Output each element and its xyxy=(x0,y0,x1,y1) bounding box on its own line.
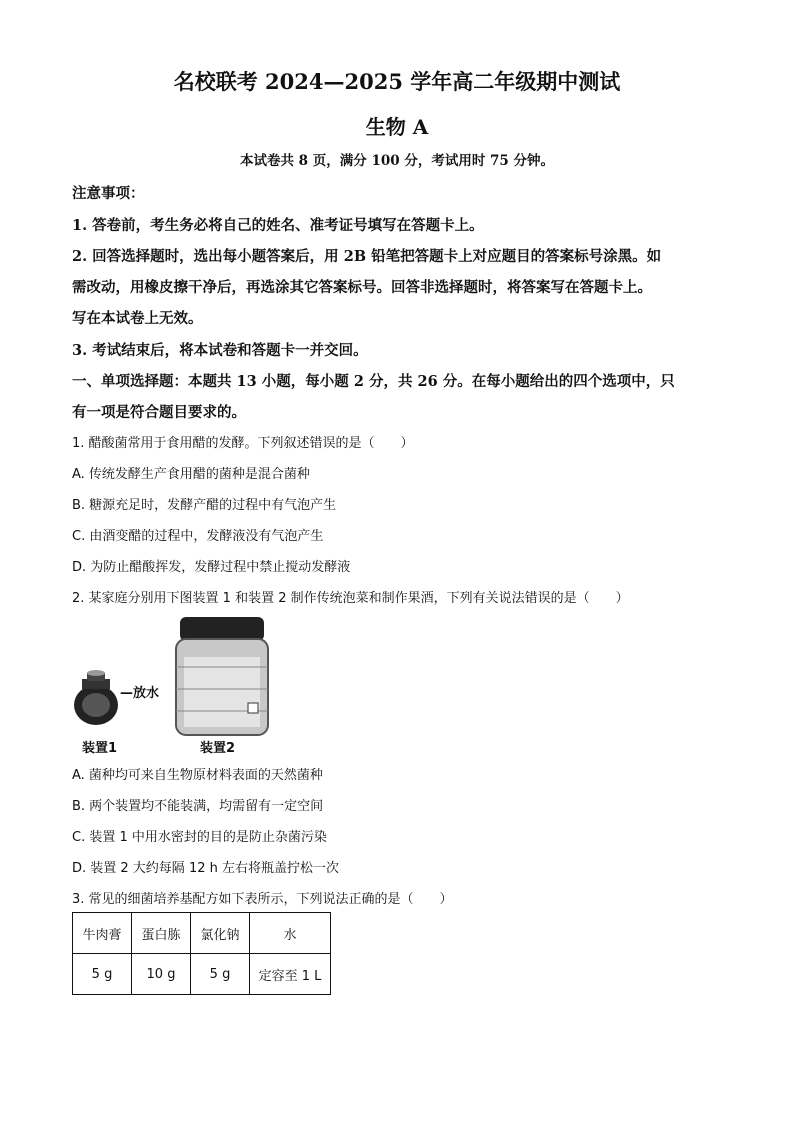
table-cell: 5 g xyxy=(73,954,132,995)
exam-title: 名校联考 2024—2025 学年高二年级期中测试 xyxy=(173,69,621,94)
question-3-stem: 3. 常见的细菌培养基配方如下表所示，下列说法正确的是（ ） xyxy=(72,892,453,907)
question-1-option-b: B. 糖源充足时，发酵产醋的过程中有气泡产生 xyxy=(72,498,337,513)
table-row xyxy=(73,954,331,995)
notice-heading: 注意事项： xyxy=(72,185,145,202)
device-1-label: 装置1 xyxy=(82,741,118,756)
question-2-option-a: A. 菌种均可来自生物原材料表面的天然菌种 xyxy=(72,768,323,783)
question-2-stem: 2. 某家庭分别用下图装置 1 和装置 2 制作传统泡菜和制作果酒，下列有关说法错误的是（ ） xyxy=(72,591,629,606)
question-2-option-b: B. 两个装置均不能装满，均需留有一定空间 xyxy=(72,799,324,814)
table-cell: 5 g xyxy=(191,954,250,995)
water-seal-label: —放水 xyxy=(120,686,160,701)
section-heading-cont: 有一项是符合题目要求的。 xyxy=(72,404,246,421)
device-figure xyxy=(72,617,272,757)
notice-item: 3. 考试结束后，将本试卷和答题卡一并交回。 xyxy=(72,342,368,359)
table-header-cell: 牛肉膏 xyxy=(73,913,132,954)
question-2-option-c: C. 装置 1 中用水密封的目的是防止杂菌污染 xyxy=(72,830,327,845)
notice-item: 1. 答卷前，考生务必将自己的姓名、准考证号填写在答题卡上。 xyxy=(72,217,484,234)
notice-item: 需改动，用橡皮擦干净后，再选涂其它答案标号。回答非选择题时，将答案写在答题卡上。 xyxy=(72,279,652,296)
question-1-option-d: D. 为防止醋酸挥发，发酵过程中禁止搅动发酵液 xyxy=(72,560,351,575)
table-header-cell: 氯化钠 xyxy=(191,913,250,954)
table-header-cell: 蛋白胨 xyxy=(132,913,191,954)
table-row xyxy=(73,913,331,954)
notice-item: 2. 回答选择题时，选出每小题答案后，用 2B 铅笔把答题卡上对应题目的答案标号涂黑。如 xyxy=(72,248,662,265)
question-1-option-a: A. 传统发酵生产食用醋的菌种是混合菌种 xyxy=(72,467,310,482)
device-illustration xyxy=(72,617,272,737)
wine-jar-tap xyxy=(248,703,258,713)
table-header-cell: 水 xyxy=(250,913,331,954)
section-heading: 一、单项选择题：本题共 13 小题，每小题 2 分，共 26 分。在每小题给出的四个选项中，只 xyxy=(72,373,675,390)
table-cell: 定容至 1 L xyxy=(250,954,331,995)
notice-item: 写在本试卷上无效。 xyxy=(72,310,203,327)
wine-jar-lid xyxy=(180,617,264,641)
question-1-stem: 1. 醋酸菌常用于食用醋的发酵。下列叙述错误的是（ ） xyxy=(72,436,414,451)
culture-medium-table xyxy=(72,912,331,995)
question-2-option-d: D. 装置 2 大约每隔 12 h 左右将瓶盖拧松一次 xyxy=(72,861,339,876)
exam-subject: 生物 A xyxy=(365,115,429,139)
question-1-option-c: C. 由酒变醋的过程中，发酵液没有气泡产生 xyxy=(72,529,324,544)
device-2-label: 装置2 xyxy=(200,741,236,756)
exam-info: 本试卷共 8 页，满分 100 分，考试用时 75 分钟。 xyxy=(239,153,555,169)
table-cell: 10 g xyxy=(132,954,191,995)
